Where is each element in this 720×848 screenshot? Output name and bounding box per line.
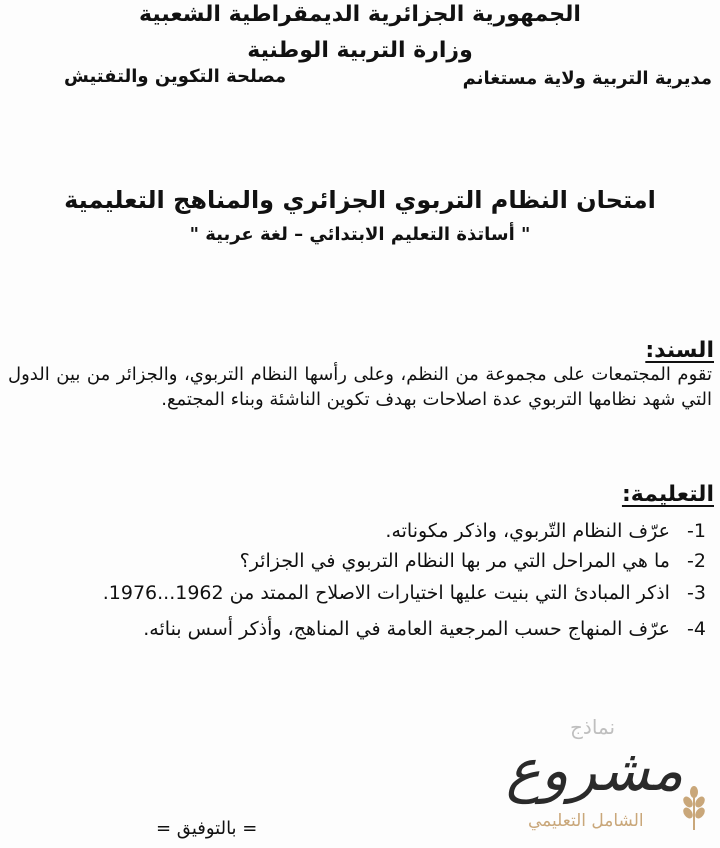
watermark-line1: نماذج <box>570 715 616 739</box>
question-text: اذكر المبادئ التي بنيت عليها اختيارات الاصلاح الممتد من 1962...1976. <box>102 582 670 604</box>
watermark-logo <box>498 690 718 840</box>
question-text: عرّف النظام التّربوي، واذكر مكوناته. <box>385 520 670 542</box>
question-number: 4- <box>687 618 706 640</box>
question-item <box>143 618 706 640</box>
watermark-line3: الشامل التعليمي <box>528 811 644 831</box>
header-service: مصلحة التكوين والتفتيش <box>64 66 287 87</box>
closing-text: = بالتوفيق = <box>156 818 258 839</box>
question-text: ما هي المراحل التي مر بها النظام التربوي في الجزائر؟ <box>239 550 670 572</box>
question-item <box>240 550 706 572</box>
watermark-line2: مشروع <box>506 736 684 804</box>
wheat-icon <box>683 787 706 830</box>
question-number: 1- <box>687 520 706 542</box>
header-republic: الجمهورية الجزائرية الديمقراطية الشعبية <box>139 2 581 27</box>
sanad-heading: السند: <box>645 338 714 363</box>
question-text: عرّف المنهاج حسب المرجعية العامة في المناهج، وأذكر أسس بنائه. <box>143 618 670 640</box>
header-directorate: مديرية التربية ولاية مستغانم <box>462 68 712 89</box>
question-number: 2- <box>687 550 706 572</box>
question-item <box>103 582 706 604</box>
header-ministry: وزارة التربية الوطنية <box>247 38 473 63</box>
instruction-heading: التعليمة: <box>621 482 714 507</box>
question-number: 3- <box>687 582 706 604</box>
watermark-svg <box>498 690 718 840</box>
exam-title: امتحان النظام التربوي الجزائري والمناهج التعليمية <box>64 186 656 214</box>
question-item <box>385 520 706 542</box>
exam-subtitle: " أساتذة التعليم الابتدائي – لغة عربية " <box>189 224 531 245</box>
sanad-text: تقوم المجتمعات على مجموعة من النظم، وعلى رأسها النظام التربوي، والجزائر من بين الدول التي شهد نظامها التربوي عدة اصلاحات بهدف تكوين الناشئة وبناء المجتمع. <box>8 364 712 410</box>
